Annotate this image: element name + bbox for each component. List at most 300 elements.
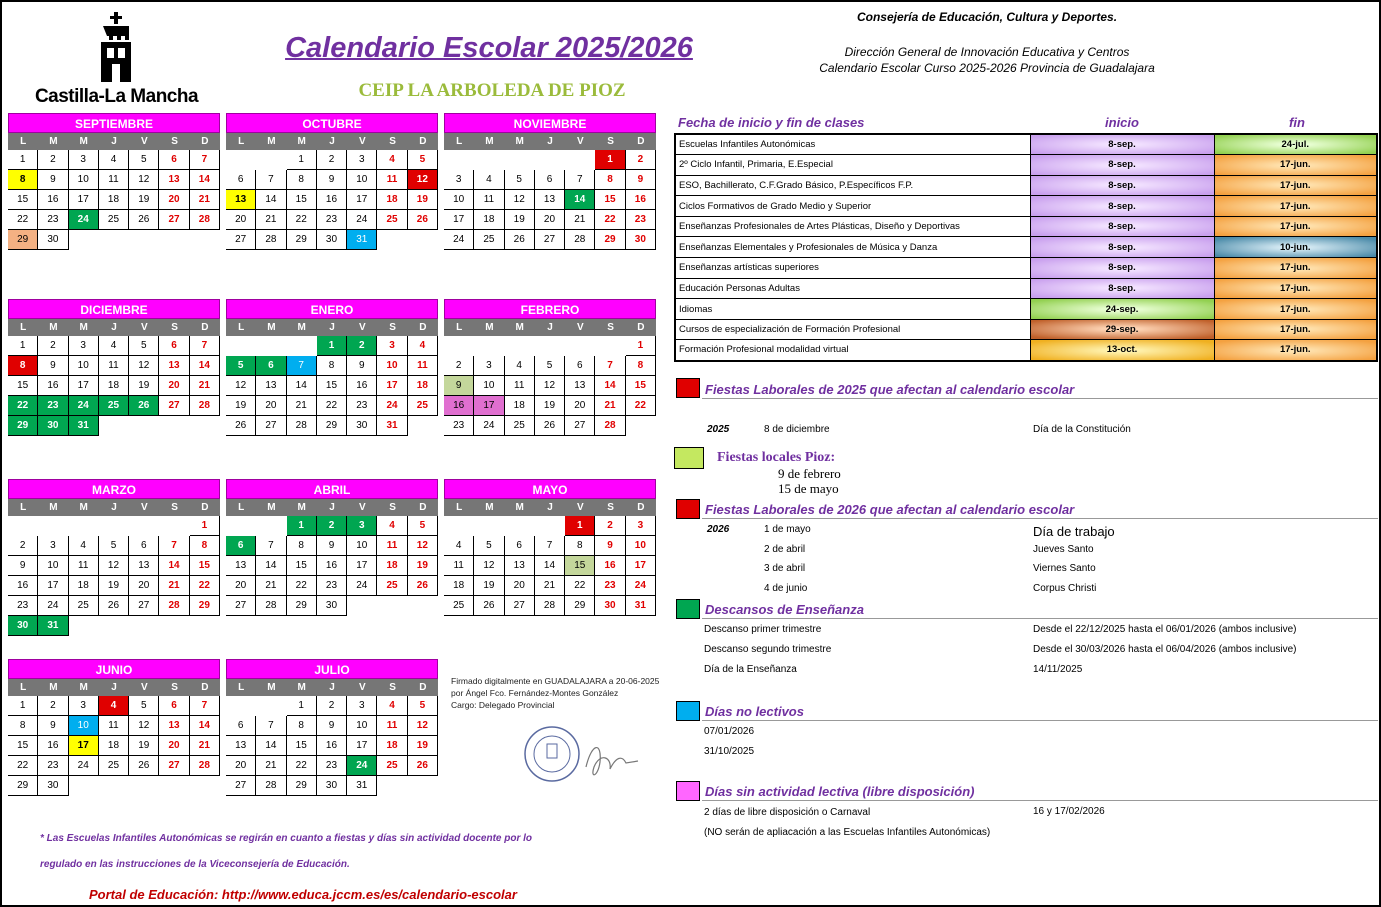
day-cell: 9 [8, 556, 38, 576]
empty-cell [287, 336, 317, 356]
day-cell: 22 [565, 576, 595, 596]
day-cell: 18 [69, 576, 99, 596]
start-date: 8-sep. [1030, 278, 1214, 299]
weekday-label: V [358, 502, 366, 513]
day-cell: 28 [287, 416, 317, 436]
weekday-label: L [238, 682, 245, 693]
day-cell: 5 [99, 536, 129, 556]
day-cell: 3 [347, 150, 377, 170]
day-cell: 9 [595, 536, 625, 556]
day-cell: 28 [256, 596, 286, 616]
day-cell: 11 [377, 716, 407, 736]
month-calendar [444, 299, 656, 436]
day-cell: 14 [159, 556, 189, 576]
day-cell: 20 [226, 756, 256, 776]
day-cell: 17 [474, 396, 504, 416]
day-cell: 5 [408, 696, 438, 716]
day-cell: 30 [38, 776, 68, 796]
day-cell: 30 [626, 230, 656, 250]
day-cell: 26 [99, 596, 129, 616]
weekday-label: M [485, 136, 494, 147]
day-cell: 26 [226, 416, 256, 436]
divider [702, 518, 1378, 519]
start-date: 8-sep. [1030, 237, 1214, 258]
weekday-label: V [140, 502, 148, 513]
day-cell: 9 [317, 536, 347, 556]
day-cell: 25 [505, 416, 535, 436]
day-cell: 21 [595, 396, 625, 416]
day-cell: 16 [595, 556, 625, 576]
day-cell: 20 [129, 576, 159, 596]
day-cell: 28 [565, 230, 595, 250]
fiesta-2026-name: Día de trabajo [1033, 524, 1115, 539]
day-cell: 21 [159, 576, 189, 596]
end-date: 17-jun. [1214, 155, 1377, 176]
start-date: 8-sep. [1030, 175, 1214, 196]
start-date: 29-sep. [1030, 319, 1214, 340]
empty-cell [226, 336, 256, 356]
day-cell: 19 [129, 190, 159, 210]
day-cell: 28 [190, 756, 220, 776]
day-cell: 18 [377, 556, 407, 576]
day-cell: 3 [69, 696, 99, 716]
day-cell: 6 [505, 536, 535, 556]
weekday-label: J [547, 502, 553, 513]
day-cell: 31 [69, 416, 99, 436]
day-cell: 7 [256, 716, 286, 736]
day-cell: 1 [287, 696, 317, 716]
day-cell: 5 [474, 536, 504, 556]
day-cell: 7 [190, 696, 220, 716]
day-cell: 26 [474, 596, 504, 616]
day-cell: 13 [226, 190, 256, 210]
month-calendar [444, 479, 656, 616]
day-cell: 19 [535, 396, 565, 416]
weekday-label: J [111, 682, 117, 693]
weekday-label: D [637, 322, 645, 333]
day-cell: 27 [256, 416, 286, 436]
day-cell: 3 [69, 150, 99, 170]
day-cell: 26 [535, 416, 565, 436]
weekday-label: M [297, 682, 306, 693]
fiesta-2026-date: 2 de abril [764, 544, 806, 555]
day-cell: 26 [408, 576, 438, 596]
day-cell: 12 [129, 356, 159, 376]
weekday-label: D [419, 502, 427, 513]
day-cell: 18 [377, 190, 407, 210]
day-cell: 25 [69, 596, 99, 616]
day-cell: 21 [287, 396, 317, 416]
weekday-label: J [111, 502, 117, 513]
day-cell: 10 [626, 536, 656, 556]
day-cell: 22 [190, 576, 220, 596]
empty-cell [99, 516, 129, 536]
weekday-label: M [267, 136, 276, 147]
festivo-legend-swatch [676, 499, 700, 519]
weekday-header [8, 679, 220, 696]
empty-cell [226, 516, 256, 536]
day-cell: 26 [408, 210, 438, 230]
day-cell: 15 [317, 376, 347, 396]
day-cell: 20 [256, 396, 286, 416]
day-cell: 8 [317, 356, 347, 376]
day-cell: 10 [444, 190, 474, 210]
day-cell: 30 [317, 776, 347, 796]
day-cell: 10 [474, 376, 504, 396]
empty-cell [595, 336, 625, 356]
day-cell: 24 [69, 210, 99, 230]
day-cell: 26 [129, 756, 159, 776]
fiestas-2025-title: Fiestas Laborales de 2025 que afectan al calendario escolar [705, 382, 1075, 397]
day-cell: 30 [347, 416, 377, 436]
digital-signature-text [451, 675, 659, 711]
day-cell: 2 [317, 696, 347, 716]
day-cell: 13 [159, 170, 189, 190]
day-cell: 16 [626, 190, 656, 210]
day-cell: 4 [99, 696, 129, 716]
day-cell: 1 [565, 516, 595, 536]
day-cell: 9 [444, 376, 474, 396]
divider [702, 720, 1378, 721]
day-cell: 3 [69, 336, 99, 356]
day-cell: 11 [99, 356, 129, 376]
weekday-label: D [419, 136, 427, 147]
day-cell: 10 [347, 170, 377, 190]
days-grid [8, 336, 220, 436]
month-title: ENERO [226, 299, 438, 319]
weekday-label: S [607, 136, 614, 147]
day-cell: 31 [38, 616, 68, 636]
day-cell: 15 [8, 376, 38, 396]
month-calendar [8, 113, 220, 250]
empty-cell [129, 516, 159, 536]
day-cell: 28 [159, 596, 189, 616]
level-name: Formación Profesional modalidad virtual [675, 340, 1030, 361]
day-cell: 22 [8, 210, 38, 230]
fiesta-2026-date: 3 de abril [764, 563, 806, 574]
descanso-label: Descanso primer trimestre [704, 624, 822, 635]
table-row [675, 319, 1377, 340]
weekday-label: M [515, 502, 524, 513]
day-cell: 24 [377, 396, 407, 416]
table-row [675, 237, 1377, 258]
day-cell: 13 [565, 376, 595, 396]
day-cell: 30 [317, 596, 347, 616]
end-date: 17-jun. [1214, 216, 1377, 237]
day-cell: 22 [317, 396, 347, 416]
day-cell: 19 [505, 210, 535, 230]
day-cell: 2 [317, 150, 347, 170]
weekday-label: L [20, 682, 27, 693]
day-cell: 15 [287, 556, 317, 576]
start-date: 13-oct. [1030, 340, 1214, 361]
sin-actividad-note: (NO serán de apliacación a las Escuelas Infantiles Autonómicas) [704, 827, 991, 838]
divider [702, 618, 1378, 619]
empty-cell [444, 516, 474, 536]
weekday-label: S [607, 322, 614, 333]
day-cell: 1 [8, 150, 38, 170]
days-grid [226, 516, 438, 616]
day-cell: 27 [159, 756, 189, 776]
castilla-la-mancha-emblem-icon [97, 12, 135, 84]
day-cell: 2 [38, 696, 68, 716]
weekday-label: D [419, 682, 427, 693]
day-cell: 24 [38, 596, 68, 616]
day-cell: 15 [287, 736, 317, 756]
day-cell: 15 [565, 556, 595, 576]
day-cell: 6 [159, 150, 189, 170]
month-calendar [226, 299, 438, 436]
day-cell: 29 [317, 416, 347, 436]
empty-cell [444, 150, 474, 170]
classes-col-fin: fin [1289, 115, 1305, 130]
days-grid [8, 516, 220, 636]
weekday-label: J [547, 322, 553, 333]
day-cell: 24 [444, 230, 474, 250]
day-cell: 5 [129, 336, 159, 356]
portal-link[interactable]: Portal de Educación: http://www.educa.jccm.es/es/calendario-escolar [89, 887, 517, 902]
empty-cell [505, 150, 535, 170]
day-cell: 13 [159, 716, 189, 736]
weekday-header [8, 319, 220, 336]
day-cell: 19 [408, 190, 438, 210]
day-cell: 23 [38, 396, 68, 416]
day-cell: 11 [408, 356, 438, 376]
end-date: 17-jun. [1214, 319, 1377, 340]
day-cell: 30 [8, 616, 38, 636]
weekday-label: S [607, 502, 614, 513]
day-cell: 12 [129, 716, 159, 736]
weekday-label: S [171, 136, 178, 147]
empty-cell [474, 150, 504, 170]
weekday-label: D [419, 322, 427, 333]
day-cell: 23 [8, 596, 38, 616]
day-cell: 25 [474, 230, 504, 250]
fiestas-2026-year: 2026 [707, 524, 730, 535]
day-cell: 30 [38, 230, 68, 250]
day-cell: 11 [474, 190, 504, 210]
day-cell: 1 [287, 516, 317, 536]
empty-cell [256, 150, 286, 170]
handwritten-signature-icon [582, 737, 642, 782]
day-cell: 23 [347, 396, 377, 416]
day-cell: 15 [626, 376, 656, 396]
day-cell: 24 [347, 756, 377, 776]
weekday-label: S [389, 682, 396, 693]
day-cell: 6 [535, 170, 565, 190]
weekday-label: V [140, 682, 148, 693]
day-cell: 12 [535, 376, 565, 396]
day-cell: 3 [38, 536, 68, 556]
day-cell: 23 [317, 210, 347, 230]
day-cell: 4 [377, 150, 407, 170]
level-name: 2º Ciclo Infantil, Primaria, E.Especial [675, 155, 1030, 176]
weekday-label: M [297, 502, 306, 513]
weekday-label: L [238, 502, 245, 513]
day-cell: 25 [408, 396, 438, 416]
end-date: 17-jun. [1214, 340, 1377, 361]
empty-cell [8, 516, 38, 536]
day-cell: 31 [347, 776, 377, 796]
day-cell: 22 [8, 756, 38, 776]
start-date: 8-sep. [1030, 216, 1214, 237]
day-cell: 22 [8, 396, 38, 416]
day-cell: 8 [8, 170, 38, 190]
day-cell: 27 [226, 230, 256, 250]
day-cell: 2 [347, 336, 377, 356]
day-cell: 1 [8, 336, 38, 356]
day-cell: 2 [317, 516, 347, 536]
weekday-label: J [111, 322, 117, 333]
weekday-label: L [238, 322, 245, 333]
day-cell: 4 [444, 536, 474, 556]
day-cell: 9 [347, 356, 377, 376]
day-cell: 14 [256, 736, 286, 756]
day-cell: 8 [190, 536, 220, 556]
day-cell: 10 [69, 716, 99, 736]
firma-line: Firmado digitalmente en GUADALAJARA a 20-06-2025 [451, 676, 660, 686]
day-cell: 25 [444, 596, 474, 616]
day-cell: 20 [226, 210, 256, 230]
end-date: 17-jun. [1214, 258, 1377, 279]
days-grid [226, 150, 438, 250]
day-cell: 25 [377, 576, 407, 596]
weekday-label: J [111, 136, 117, 147]
day-cell: 10 [38, 556, 68, 576]
day-cell: 6 [129, 536, 159, 556]
month-title: ABRIL [226, 479, 438, 499]
classes-col-inicio: inicio [1105, 115, 1139, 130]
fiestas-locales-title: Fiestas locales Pioz: [717, 450, 836, 465]
table-row [675, 258, 1377, 279]
day-cell: 2 [444, 356, 474, 376]
day-cell: 27 [226, 776, 256, 796]
month-title: FEBRERO [444, 299, 656, 319]
day-cell: 1 [8, 696, 38, 716]
fiesta-local-legend-swatch [674, 447, 704, 469]
day-cell: 16 [38, 376, 68, 396]
day-cell: 29 [8, 776, 38, 796]
no-lectivo-date: 31/10/2025 [704, 746, 755, 757]
day-cell: 13 [505, 556, 535, 576]
day-cell: 19 [474, 576, 504, 596]
divider [702, 800, 1378, 801]
empty-cell [38, 516, 68, 536]
start-date: 8-sep. [1030, 196, 1214, 217]
day-cell: 9 [38, 716, 68, 736]
day-cell: 1 [626, 336, 656, 356]
weekday-header [444, 499, 656, 516]
table-row [675, 216, 1377, 237]
day-cell: 3 [474, 356, 504, 376]
day-cell: 28 [535, 596, 565, 616]
descanso-value: Desde el 30/03/2026 hasta el 06/04/2026 (ambos inclusive) [1033, 644, 1297, 655]
day-cell: 16 [317, 556, 347, 576]
day-cell: 7 [190, 150, 220, 170]
weekday-label: S [171, 682, 178, 693]
day-cell: 21 [256, 576, 286, 596]
day-cell: 2 [38, 336, 68, 356]
day-cell: 22 [287, 210, 317, 230]
weekday-label: J [329, 502, 335, 513]
day-cell: 21 [190, 190, 220, 210]
days-grid [444, 150, 656, 250]
descanso-label: Día de la Enseñanza [704, 664, 797, 675]
weekday-label: V [140, 136, 148, 147]
libre-disposicion-legend-swatch [676, 781, 700, 801]
day-cell: 14 [190, 356, 220, 376]
weekday-label: V [358, 682, 366, 693]
month-title: MARZO [8, 479, 220, 499]
day-cell: 19 [226, 396, 256, 416]
day-cell: 8 [287, 536, 317, 556]
festivo-legend-swatch [676, 378, 700, 398]
level-name: Educación Personas Adultas [675, 278, 1030, 299]
day-cell: 11 [69, 556, 99, 576]
no-lectivo-legend-swatch [676, 701, 700, 721]
weekday-label: D [201, 322, 209, 333]
weekday-label: D [201, 502, 209, 513]
empty-cell [505, 336, 535, 356]
day-cell: 24 [347, 576, 377, 596]
weekday-header [226, 679, 438, 696]
day-cell: 29 [287, 230, 317, 250]
day-cell: 17 [38, 576, 68, 596]
fiesta-2026-name: Viernes Santo [1033, 563, 1096, 574]
day-cell: 13 [535, 190, 565, 210]
day-cell: 5 [129, 150, 159, 170]
day-cell: 17 [626, 556, 656, 576]
weekday-header [226, 319, 438, 336]
day-cell: 21 [256, 756, 286, 776]
day-cell: 11 [505, 376, 535, 396]
day-cell: 13 [129, 556, 159, 576]
start-date: 24-sep. [1030, 299, 1214, 320]
descanso-value: Desde el 22/12/2025 hasta el 06/01/2026 (ambos inclusive) [1033, 624, 1297, 635]
weekday-label: M [49, 682, 58, 693]
weekday-label: M [79, 136, 88, 147]
day-cell: 29 [190, 596, 220, 616]
day-cell: 29 [595, 230, 625, 250]
day-cell: 15 [287, 190, 317, 210]
day-cell: 23 [38, 210, 68, 230]
month-title: SEPTIEMBRE [8, 113, 220, 133]
weekday-label: J [329, 136, 335, 147]
day-cell: 14 [256, 556, 286, 576]
weekday-header [226, 499, 438, 516]
weekday-label: J [329, 322, 335, 333]
day-cell: 16 [317, 736, 347, 756]
day-cell: 8 [8, 716, 38, 736]
end-date: 24-jul. [1214, 134, 1377, 155]
end-date: 17-jun. [1214, 278, 1377, 299]
weekday-label: L [20, 322, 27, 333]
day-cell: 9 [38, 356, 68, 376]
weekday-label: L [20, 136, 27, 147]
day-cell: 26 [505, 230, 535, 250]
day-cell: 16 [38, 190, 68, 210]
day-cell: 9 [317, 716, 347, 736]
day-cell: 16 [317, 190, 347, 210]
logo-text: Castilla-La Mancha [34, 86, 199, 107]
day-cell: 6 [159, 336, 189, 356]
empty-cell [256, 516, 286, 536]
day-cell: 23 [626, 210, 656, 230]
day-cell: 18 [408, 376, 438, 396]
weekday-label: M [297, 322, 306, 333]
day-cell: 26 [408, 756, 438, 776]
weekday-header [8, 133, 220, 150]
